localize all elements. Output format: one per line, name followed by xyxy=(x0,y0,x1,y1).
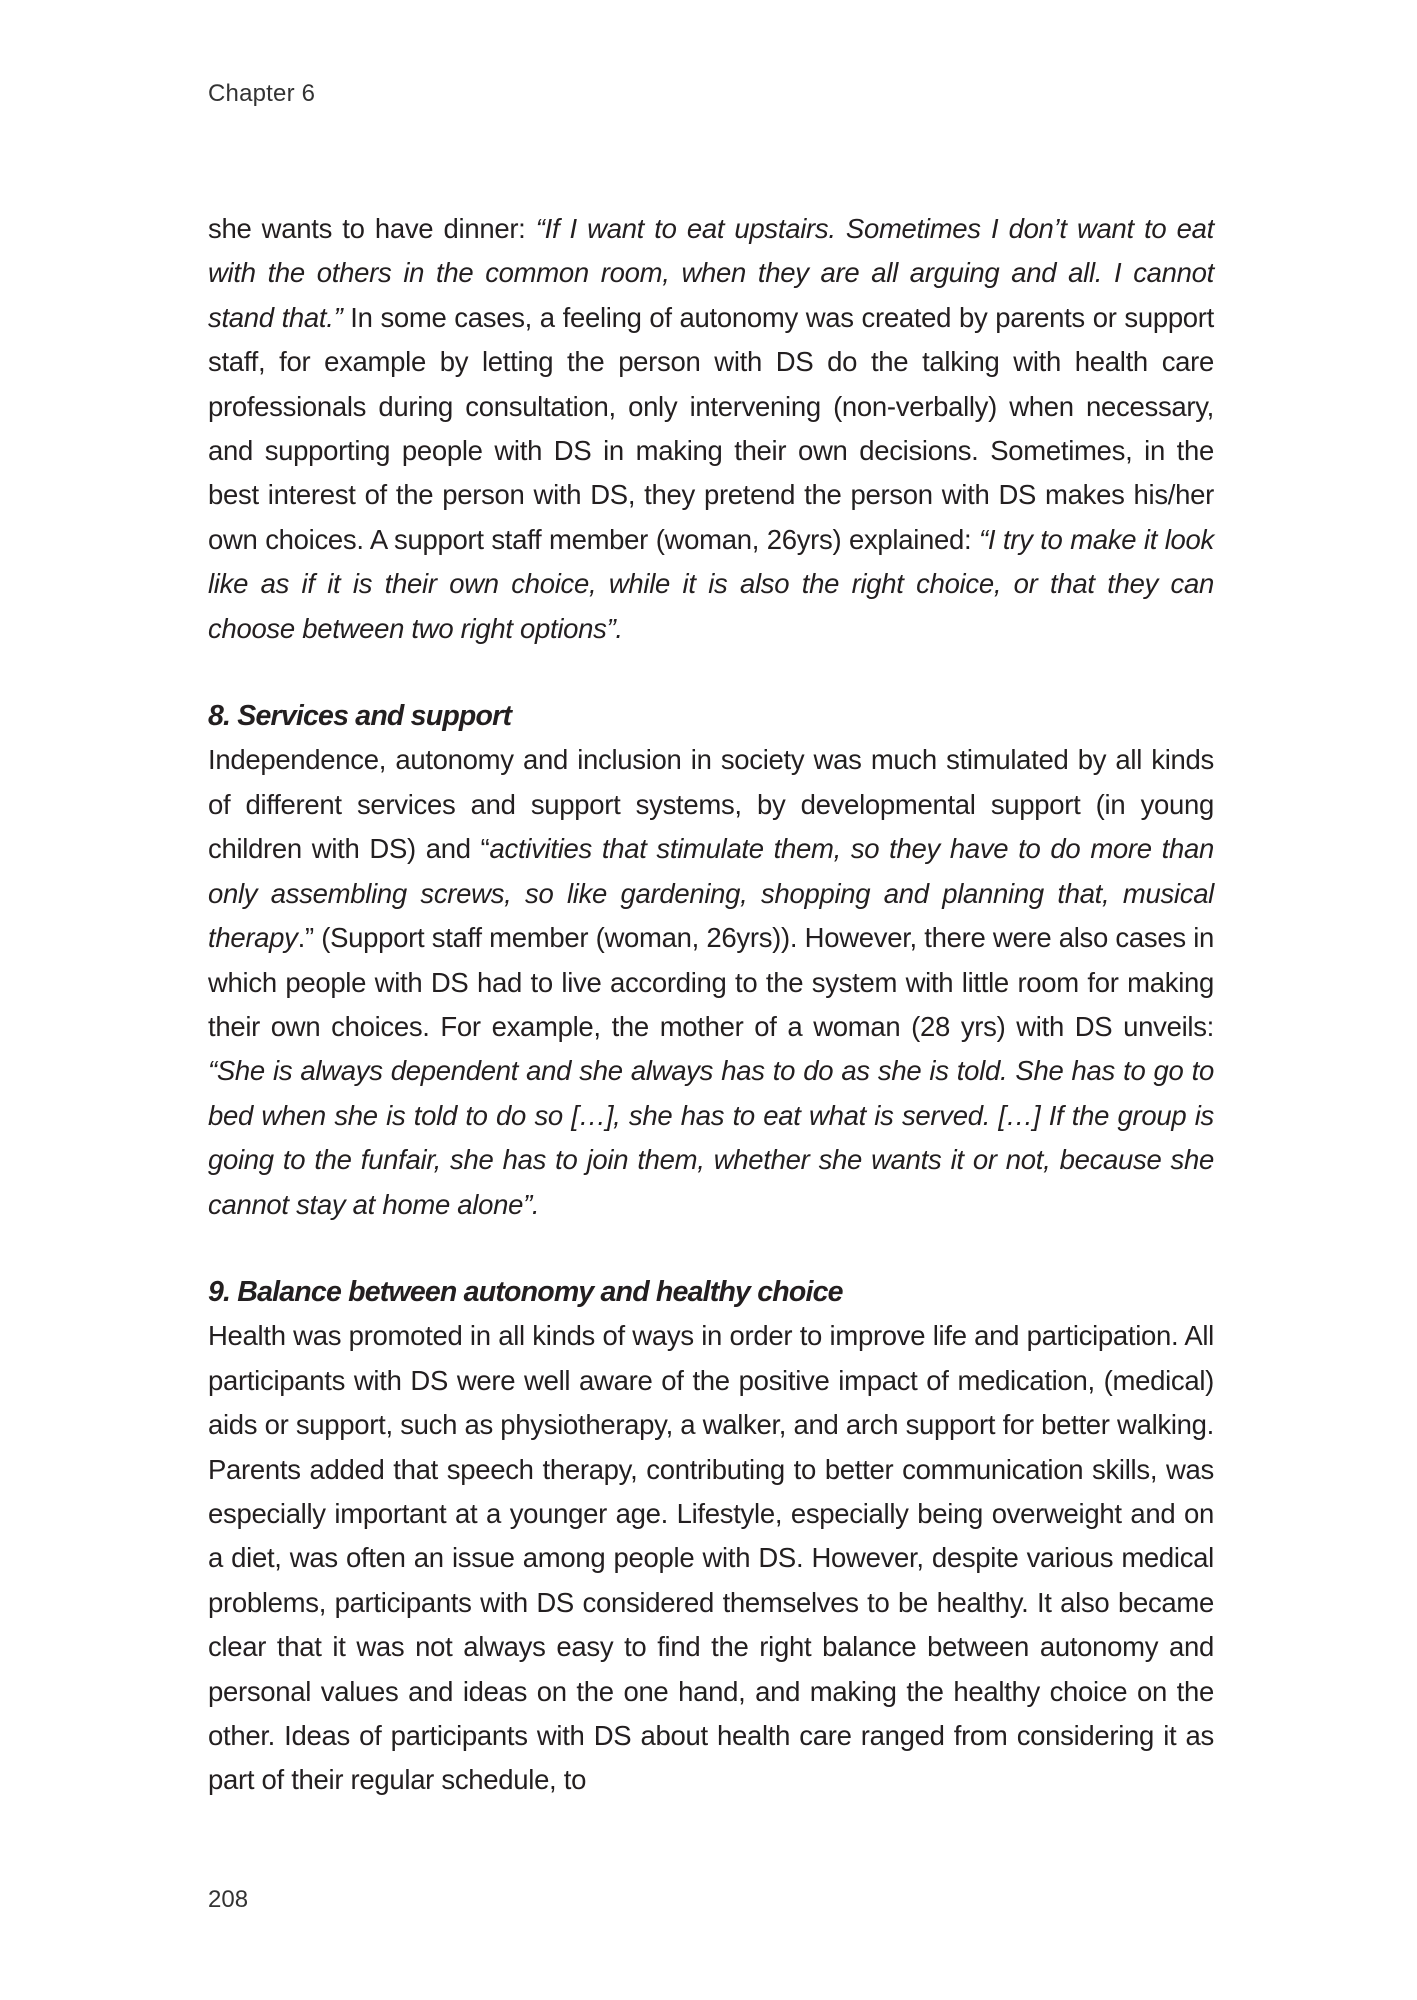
paragraph-services xyxy=(208,738,1214,1226)
para1-quote-1: “If I want to eat upstairs. Sometimes I don’t want to eat with the others in the common room, when they are all arguing and all. I cannot stand that.” xyxy=(208,213,1214,333)
section-gap xyxy=(208,651,1214,694)
section-gap xyxy=(208,1227,1214,1270)
section8-quote-1: activities that stimulate them, so they have to do more than only assembling screws, so like gardening, shopping and planning that, musical therapy xyxy=(208,833,1214,954)
paragraph-dinner xyxy=(208,207,1214,651)
section-9-heading: 9. Balance between autonomy and healthy choice xyxy=(208,1275,843,1308)
section-8-heading: 8. Services and support xyxy=(208,700,512,733)
para1-text-2: In some cases, a feeling of autonomy was created by parents or support staff, for example by letting the person with DS do the talking with health care professionals during consultation, only intervening (non-verbally) when necessary, and supporting people with DS in making their own decisions. Sometimes, in the best interest of the person with DS, they pretend the person with DS makes his/her own choices. A support staff member (woman, 26yrs) explained: xyxy=(208,301,1215,555)
para1-text-1: she wants to have dinner: xyxy=(208,213,536,244)
section8-text-1: Independence, autonomy and inclusion in society was much stimulated by all kinds of different services and support systems, by developmental support (in young children with DS) and “ xyxy=(208,744,1214,865)
section8-text-2: .” (Support staff member (woman, 26yrs)). However, there were also cases in which people with DS had to live according to the system with little room for making their own choices. For example, the mother of a woman (28 yrs) with DS unveils: xyxy=(208,922,1214,1042)
running-head: Chapter 6 xyxy=(208,80,316,107)
page-number: 208 xyxy=(208,1886,249,1913)
body-text xyxy=(208,207,1214,1803)
paragraph-balance: Health was promoted in all kinds of ways in order to improve life and participation. All participants with DS were well aware of the positive impact of medication, (medical) aids or support, such as physiotherapy, a walker, and arch support for better walking. Parents added that speech therapy, contributing to better communication skills, was especially important at a younger age. Lifestyle, especially being overweight and on a diet, was often an issue among people with DS. However, despite various medical problems, participants with DS considered themselves to be healthy. It also became clear that it was not always easy to find the right balance between autonomy and personal values and ideas on the one hand, and making the healthy choice on the other. Ideas of participants with DS about health care ranged from considering it as part of their regular schedule, to xyxy=(208,1320,1214,1796)
section8-quote-2: “She is always dependent and she always has to do as she is told. She has to go to bed when she is told to do so […], she has to eat what is served. […] If the group is going to the funfair, she has to join them, whether she wants it or not, because she cannot stay at home alone”. xyxy=(208,1055,1214,1220)
para1-quote-2: “I try to make it look like as if it is their own choice, while it is also the right choice, or that they can choose between two right options”. xyxy=(208,523,1214,644)
